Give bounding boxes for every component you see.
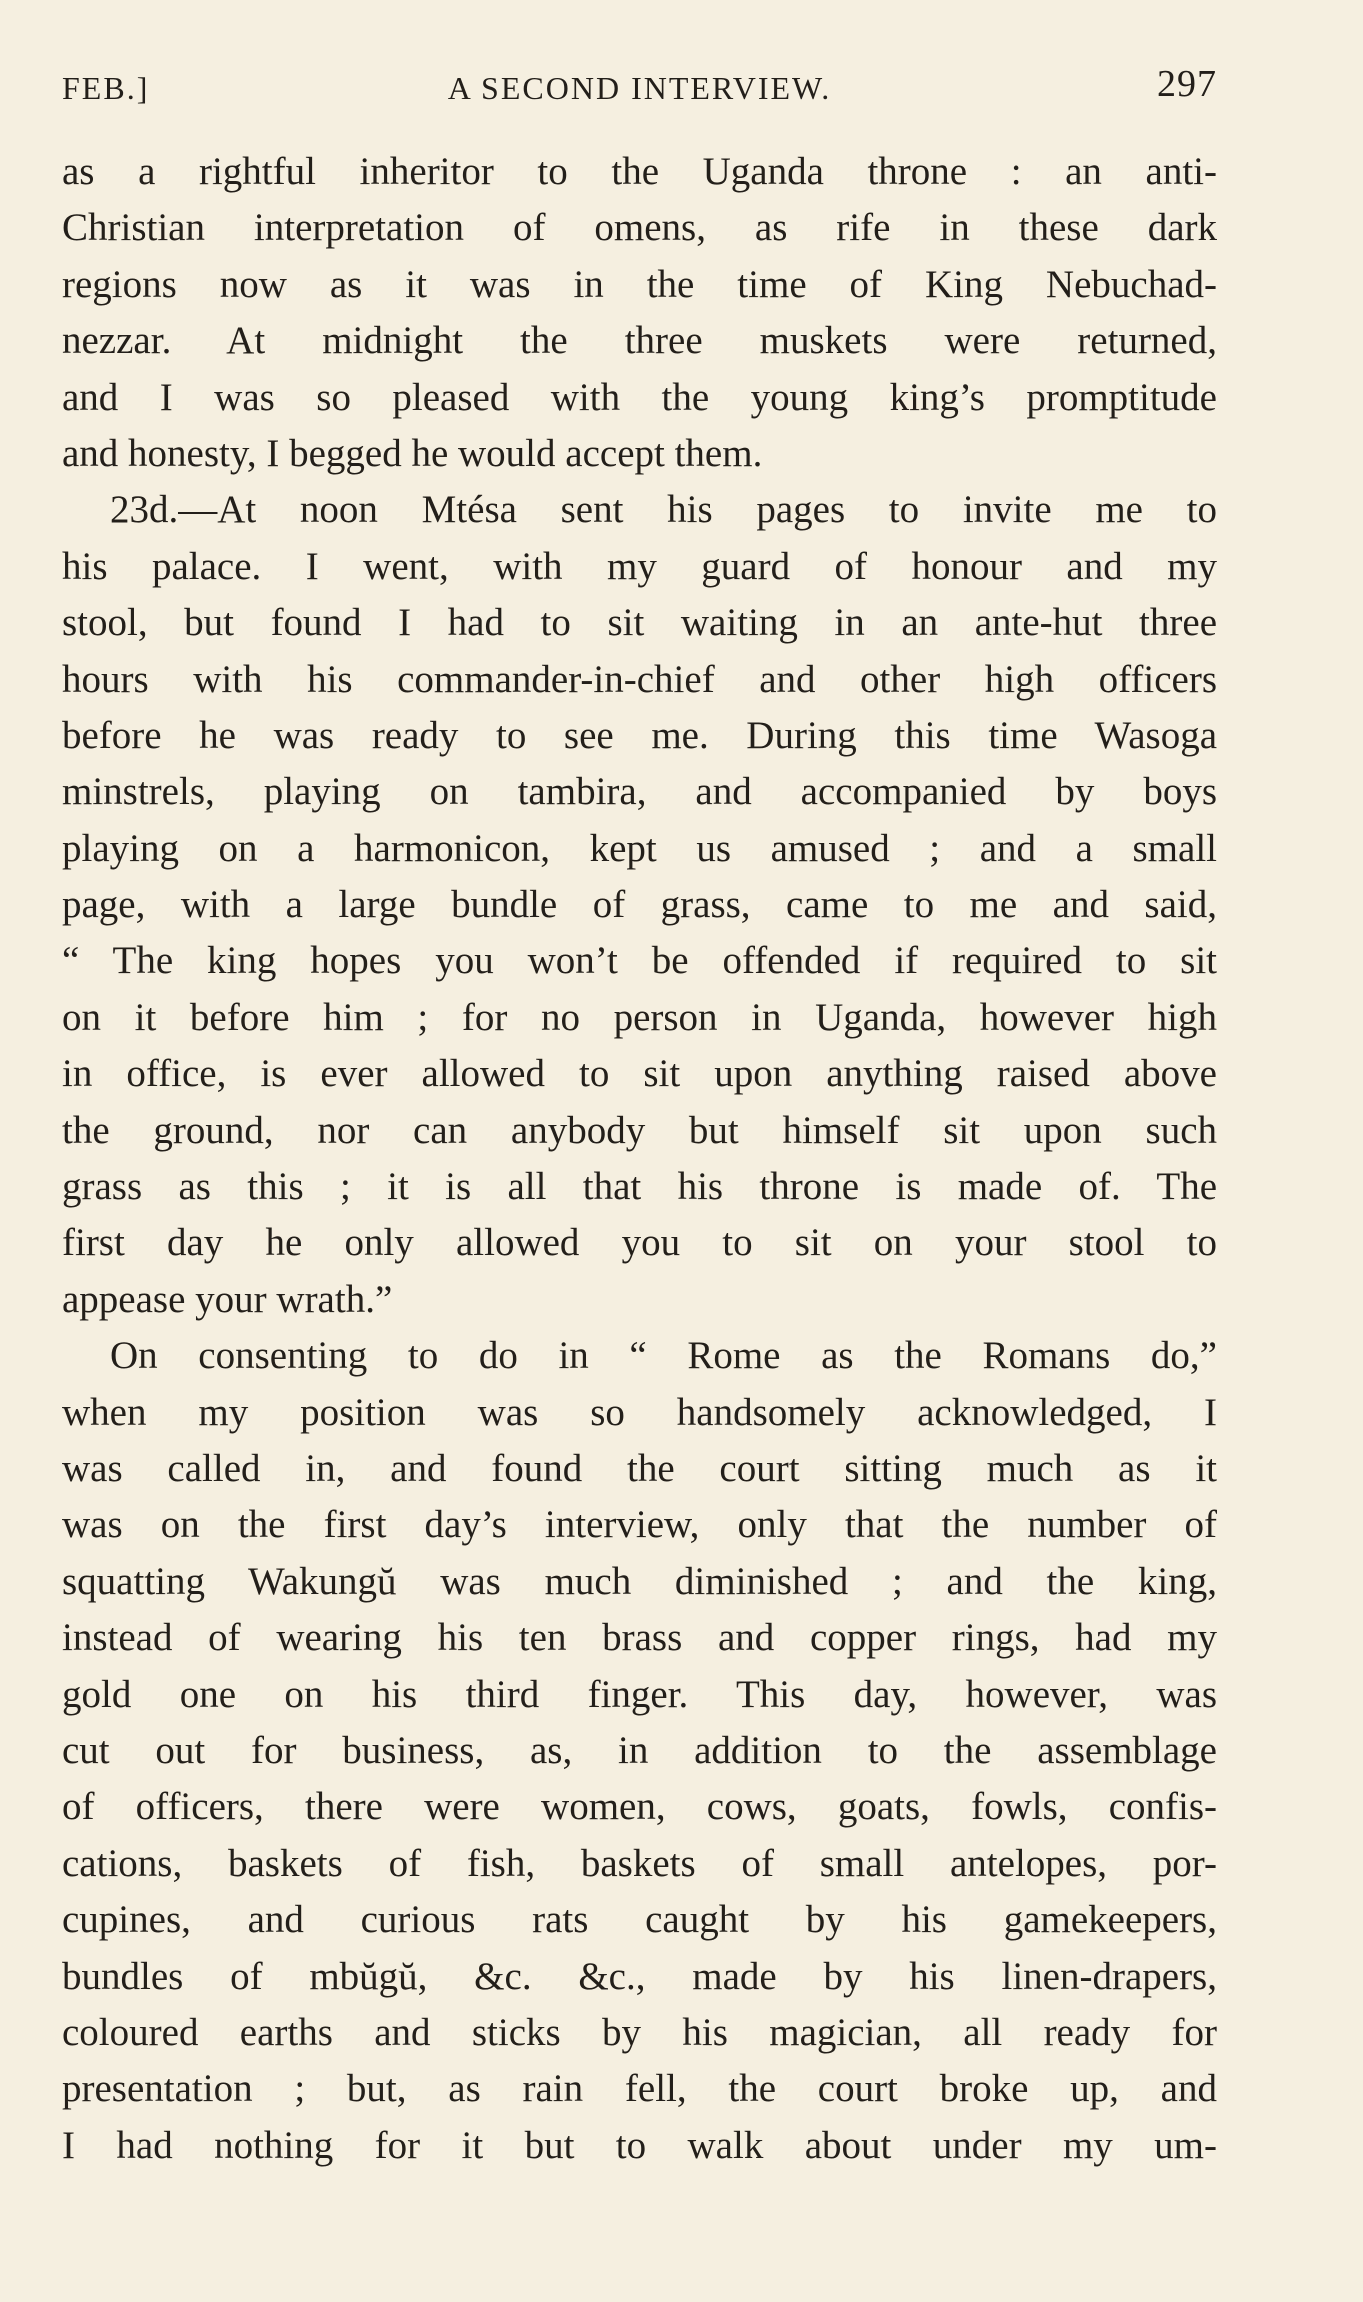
text-line: was on the first day’s interview, only that the number of: [62, 1503, 1217, 1547]
text-line: gold one on his third finger. This day, however, was: [62, 1672, 1217, 1716]
text-line: on it before him ; for no person in Uganda, however high: [62, 995, 1217, 1039]
text-line: playing on a harmonicon, kept us amused ; and a small: [62, 826, 1217, 870]
text-line: cut out for business, as, in addition to the assemblage: [62, 1728, 1217, 1772]
body-text: [62, 144, 1217, 2174]
text-line: hours with his commander-in-chief and other high officers: [62, 657, 1217, 701]
text-line: instead of wearing his ten brass and copper rings, had my: [62, 1616, 1217, 1660]
text-line: coloured earths and sticks by his magician, all ready for: [62, 2010, 1217, 2054]
text-line: On consenting to do in “ Rome as the Romans do,”: [110, 1334, 1217, 1378]
running-head: [62, 62, 1217, 122]
text-line: Christian interpretation of omens, as rife in these dark: [62, 206, 1217, 250]
text-line: was called in, and found the court sitting much as it: [62, 1446, 1217, 1490]
text-line: presentation ; but, as rain fell, the court broke up, and: [62, 2067, 1217, 2111]
text-line: I had nothing for it but to walk about under my um-: [62, 2123, 1217, 2167]
text-line: cations, baskets of fish, baskets of small antelopes, por-: [62, 1841, 1217, 1885]
text-line: cupines, and curious rats caught by his gamekeepers,: [62, 1898, 1217, 1942]
text-line: “ The king hopes you won’t be offended if required to sit: [62, 939, 1217, 983]
running-head-title: A SECOND INTERVIEW.: [447, 70, 832, 106]
text-line: minstrels, playing on tambira, and accompanied by boys: [62, 770, 1217, 814]
text-line: and honesty, I begged he would accept them.: [62, 431, 763, 475]
text-line: page, with a large bundle of grass, came to me and said,: [62, 883, 1217, 927]
text-line: in office, is ever allowed to sit upon anything raised above: [62, 1052, 1217, 1096]
text-line: stool, but found I had to sit waiting in an ante-hut three: [62, 601, 1217, 645]
text-line: nezzar. At midnight the three muskets were returned,: [62, 319, 1217, 363]
text-line: the ground, nor can anybody but himself sit upon such: [62, 1108, 1217, 1152]
text-line: before he was ready to see me. During this time Wasoga: [62, 713, 1217, 757]
text-line: when my position was so handsomely acknowledged, I: [62, 1390, 1217, 1434]
text-line: 23d.—At noon Mtésa sent his pages to invite me to: [110, 488, 1217, 532]
text-line: of officers, there were women, cows, goats, fowls, confis-: [62, 1785, 1217, 1829]
text-line: bundles of mbŭgŭ, &c. &c., made by his linen-drapers,: [62, 1954, 1217, 1998]
text-line: and I was so pleased with the young king’s promptitude: [62, 375, 1217, 419]
text-line: appease your wrath.”: [62, 1277, 393, 1321]
text-line: as a rightful inheritor to the Uganda throne : an anti-: [62, 150, 1217, 193]
text-line: first day he only allowed you to sit on your stool to: [62, 1221, 1217, 1265]
text-line: grass as this ; it is all that his throne is made of. The: [62, 1165, 1217, 1209]
text-line: regions now as it was in the time of King Nebuchad-: [62, 262, 1217, 306]
text-line: squatting Wakungŭ was much diminished ; and the king,: [62, 1559, 1217, 1603]
book-page: [62, 62, 1217, 2174]
page-number: 297: [1157, 63, 1217, 105]
text-line: his palace. I went, with my guard of honour and my: [62, 544, 1217, 588]
running-head-month: FEB.]: [62, 70, 150, 106]
